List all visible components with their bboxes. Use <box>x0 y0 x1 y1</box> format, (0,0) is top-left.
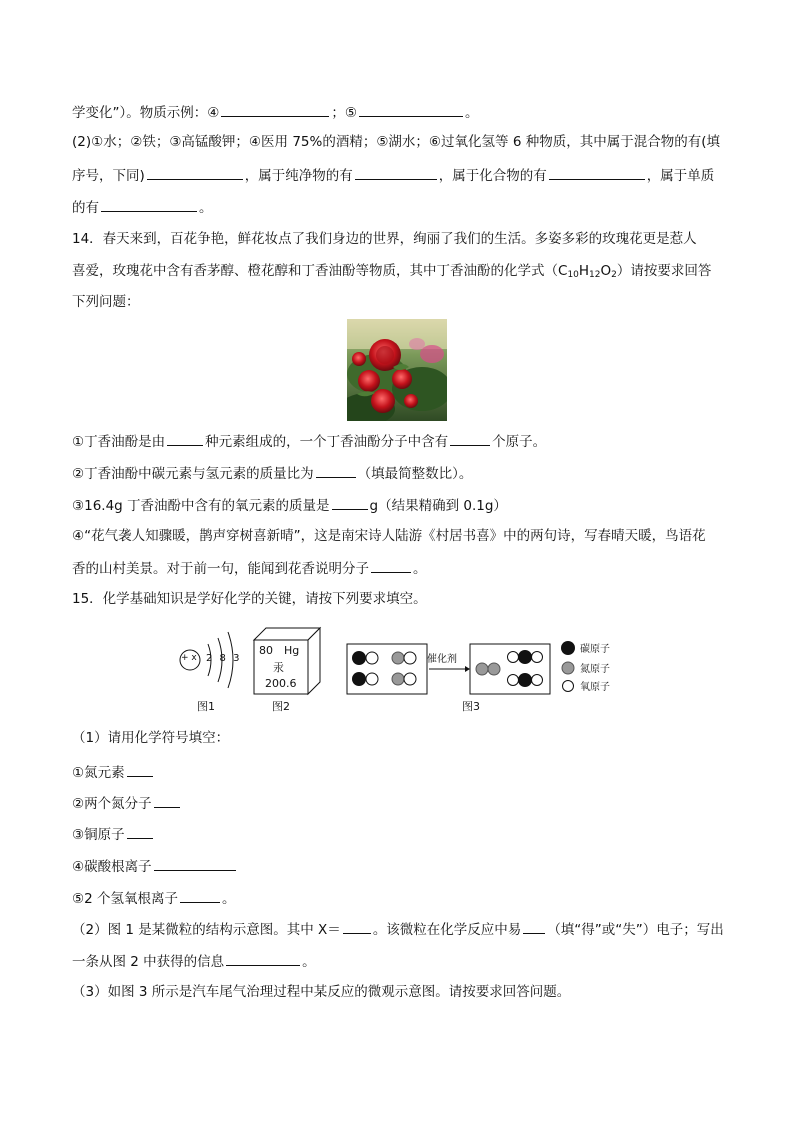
q15-part1-heading: （1）请用化学符号填空： <box>72 730 230 746</box>
q15-intro: 15．化学基础知识是学好化学的关键，请按下列要求填空。 <box>72 591 427 607</box>
q14-item4-line2: 香的山村美景。对于前一句，能闻到花香说明分子 。 <box>72 557 427 579</box>
figure-3-caption: 图3 <box>462 700 480 713</box>
q15-p1-item2: ②两个氮分子 <box>72 792 182 814</box>
figure-3-reaction-diagram <box>345 636 625 696</box>
blank-mass-ratio[interactable] <box>316 462 356 478</box>
blank-fig2-info[interactable] <box>226 950 300 966</box>
nucleus-label: + x <box>181 653 197 663</box>
q13-part2-line3: 的有 。 <box>72 196 213 218</box>
blank-mixtures[interactable] <box>147 164 243 180</box>
q13-part2-line2: 序号，下同) ，属于纯净物的有 ，属于化合物的有 ，属于单质 <box>72 164 714 186</box>
blank-elements-count[interactable] <box>167 430 203 446</box>
atomic-number: 80 <box>259 644 273 657</box>
blank-compounds[interactable] <box>549 164 645 180</box>
blank-carbonate-ion[interactable] <box>154 855 236 871</box>
q15-part2-line2: 一条从图 2 中获得的信息 。 <box>72 950 316 972</box>
q15-p1-item3: ③铜原子 <box>72 823 155 845</box>
blank-gain-lose[interactable] <box>523 918 545 934</box>
q15-p1-item1: ①氮元素 <box>72 761 155 783</box>
blank-pure[interactable] <box>355 164 437 180</box>
blank-molecule-property[interactable] <box>371 557 411 573</box>
q14-item4-line1: ④“花气袭人知骤暖，鹊声穿树喜新晴”，这是南宋诗人陆游《村居书喜》中的两句诗，写春晴天暖，鸟语花 <box>72 528 706 544</box>
q14-item3: ③16.4g 丁香油酚中含有的氧元素的质量是 g（结果精确到 0.1g） <box>72 494 507 516</box>
figure-1-atom-structure <box>172 622 252 694</box>
element-symbol: Hg <box>284 644 300 657</box>
blank-copper-atom[interactable] <box>127 823 153 839</box>
q13-part2-line1: (2)①水；②铁；③高锰酸钾；④医用 75%的酒精；⑤湖水；⑥过氧化氢等 6 种物质，其中属于混合物的有(填 <box>72 134 720 150</box>
q15-part3: （3）如图 3 所示是汽车尾气治理过程中某反应的微观示意图。请按要求回答问题。 <box>72 984 571 1000</box>
element-name: 汞 <box>273 661 284 674</box>
blank-x-value[interactable] <box>343 918 371 934</box>
blank-oxygen-mass[interactable] <box>332 494 368 510</box>
q14-item1: ①丁香油酚是由 种元素组成的，一个丁香油酚分子中含有 个原子。 <box>72 430 546 452</box>
q14-intro-line3: 下列问题： <box>72 294 140 310</box>
rose-image <box>347 319 447 421</box>
blank-hydroxide-ions[interactable] <box>180 887 220 903</box>
blank-4[interactable] <box>221 101 329 117</box>
figure-2-caption: 图2 <box>272 700 290 713</box>
q15-p1-item5: ⑤2 个氢氧根离子 。 <box>72 887 235 909</box>
blank-nitrogen-element[interactable] <box>127 761 153 777</box>
legend-nitrogen: 氮原子 <box>580 664 610 675</box>
blank-nitrogen-molecules[interactable] <box>154 792 180 808</box>
q15-part2-line1: （2）图 1 是某微粒的结构示意图。其中 X＝ 。该微粒在化学反应中易 （填“得”或“失”）电子；写出 <box>72 918 724 940</box>
electron-shells: 2 8 3 <box>206 653 242 664</box>
blank-elements[interactable] <box>101 196 197 212</box>
atomic-mass: 200.6 <box>265 677 297 690</box>
q15-p1-item4: ④碳酸根离子 <box>72 855 238 877</box>
q14-intro-line1: 14．春天来到，百花争艳，鲜花妆点了我们身边的世界，绚丽了我们的生活。多姿多彩的玫瑰花更是惹人 <box>72 231 697 247</box>
legend-carbon: 碳原子 <box>580 644 610 655</box>
q14-intro-line2: 喜爱，玫瑰花中含有香茅醇、橙花醇和丁香油酚等物质，其中丁香油酚的化学式$(C_{10}H_{12}O_2)$请按要求回答 <box>72 263 712 280</box>
q13-line1: 学变化”）。物质示例：④ ；⑤ 。 <box>72 101 478 123</box>
blank-5[interactable] <box>359 101 463 117</box>
figure-1-caption: 图1 <box>197 700 215 713</box>
figure-2-element-card <box>252 626 324 696</box>
blank-atom-count[interactable] <box>450 430 490 446</box>
legend-oxygen: 氧原子 <box>580 682 610 693</box>
q14-item2: ②丁香油酚中碳元素与氢元素的质量比为 （填最简整数比）。 <box>72 462 472 484</box>
catalyst-label: 催化剂 <box>427 654 457 665</box>
